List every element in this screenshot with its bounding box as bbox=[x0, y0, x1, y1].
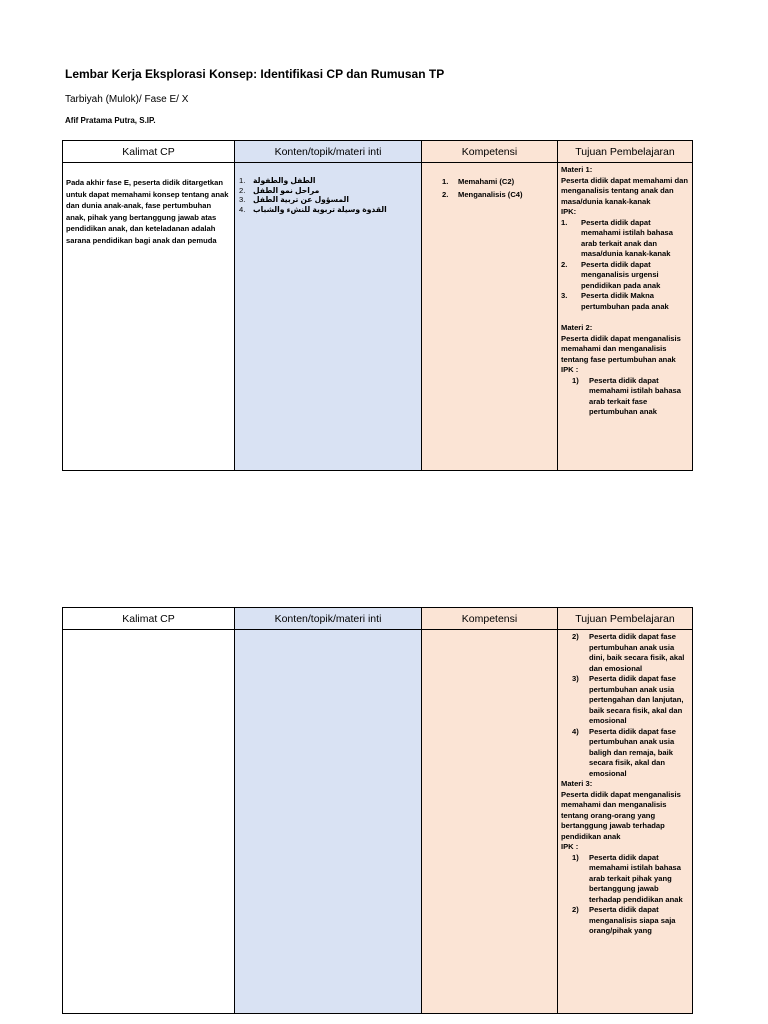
ipk-2-label: IPK : bbox=[561, 365, 579, 374]
table-row bbox=[63, 630, 693, 1014]
materi-3-heading: Materi 3: bbox=[561, 779, 593, 788]
kalimat-cp-text: Pada akhir fase E, peserta didik ditargetkan untuk dapat memahami konsep tentang anak dan dunia anak-anak, fase pertumbuhan anak, pihak yang bertanggung jawab atas pendidikan anak, dan keteladanan adalah sarana pendidikan bagi anak dan pemuda bbox=[66, 178, 229, 245]
list-item bbox=[561, 853, 689, 906]
list-item bbox=[239, 186, 417, 196]
item-text: Peserta didik dapat fase pertumbuhan anak usia dini, baik secara fisik, akal dan emosional bbox=[589, 632, 685, 673]
col-header-tujuan: Tujuan Pembelajaran bbox=[558, 608, 693, 630]
item-number: 1. bbox=[561, 217, 568, 227]
tujuan-cell bbox=[558, 630, 693, 1014]
materi-1-text: Peserta didik dapat memahami dan menganalisis tentang anak dan masa/dunia kanak-kanak bbox=[561, 175, 689, 206]
col-header-tujuan: Tujuan Pembelajaran bbox=[558, 141, 693, 163]
kompetensi-cell bbox=[422, 630, 558, 1014]
spacer bbox=[561, 312, 689, 323]
konten-list bbox=[235, 163, 421, 214]
list-item bbox=[561, 291, 689, 312]
materi-1-heading: Materi 1: bbox=[561, 165, 593, 174]
list-item bbox=[442, 176, 553, 189]
item-number: 1. bbox=[239, 176, 246, 185]
item-text: Peserta didik dapat fase pertumbuhan anak usia pertengahan dan lanjutan, baik secara fisik, akal dan emosional bbox=[589, 674, 684, 725]
col-header-konten: Konten/topik/materi inti bbox=[235, 141, 422, 163]
materi-2-text: Peserta didik dapat menganalisis memahami dan menganalisis tentang fase pertumbuhan anak bbox=[561, 333, 681, 364]
item-number: 2. bbox=[239, 185, 246, 195]
list-item bbox=[561, 218, 689, 260]
item-text: Peserta didik dapat menganalisis urgensi pendidikan pada anak bbox=[581, 259, 661, 290]
item-text: الطفل والطفولة bbox=[253, 176, 316, 185]
list-item bbox=[442, 189, 553, 202]
kalimat-cp-cell bbox=[63, 163, 235, 471]
list-item bbox=[561, 905, 689, 937]
kompetensi-cell bbox=[422, 163, 558, 471]
item-number: 1. bbox=[442, 177, 449, 186]
item-text: Peserta didik dapat memahami istilah bahasa arab terkait pihak yang bertanggung jawab terhadap pendidikan anak bbox=[589, 852, 683, 904]
cp-table-1 bbox=[62, 140, 693, 471]
item-number: 2. bbox=[561, 259, 568, 269]
item-number: 4) bbox=[572, 726, 579, 736]
item-text: Peserta didik dapat memahami istilah bahasa arab terkait fase pertumbuhan anak bbox=[589, 375, 682, 416]
item-text: Peserta didik dapat menganalisis siapa saja orang/pihak yang bbox=[589, 905, 676, 935]
item-number: 2) bbox=[572, 905, 579, 914]
item-number: 2. bbox=[442, 189, 449, 199]
item-text: مراحل نمو الطفل bbox=[253, 185, 320, 195]
item-text: Menganalisis (C4) bbox=[458, 189, 523, 199]
materi-3-text: Peserta didik dapat menganalisis memahami dan menganalisis tentang orang-orang yang bertanggung jawab terhadap pendidikan anak bbox=[561, 789, 681, 841]
kalimat-cp-cell bbox=[63, 630, 235, 1014]
kompetensi-list bbox=[422, 163, 557, 201]
item-number: 1) bbox=[572, 852, 579, 862]
item-number: 1) bbox=[572, 375, 579, 385]
materi-2-heading: Materi 2: bbox=[561, 323, 593, 332]
table-header-row bbox=[63, 608, 693, 630]
list-item bbox=[239, 205, 417, 215]
col-header-konten: Konten/topik/materi inti bbox=[235, 608, 422, 630]
item-number: 3. bbox=[561, 291, 568, 300]
list-item bbox=[239, 176, 417, 186]
konten-cell bbox=[235, 163, 422, 471]
list-item bbox=[561, 674, 689, 727]
item-number: 3) bbox=[572, 674, 579, 683]
item-text: Peserta didik dapat memahami istilah bahasa arab terkait anak dan masa/dunia kanak-kanak bbox=[581, 217, 674, 258]
item-number: 4. bbox=[239, 204, 246, 214]
list-item bbox=[239, 195, 417, 205]
document-title: Lembar Kerja Eksplorasi Konsep: Identifikasi CP dan Rumusan TP bbox=[65, 67, 445, 81]
item-number: 3. bbox=[239, 195, 246, 204]
tujuan-content bbox=[558, 630, 692, 1012]
author-name: Afif Pratama Putra, S.IP. bbox=[65, 116, 156, 125]
col-header-kompetensi: Kompetensi bbox=[422, 141, 558, 163]
cp-table-2 bbox=[62, 607, 693, 1014]
list-item bbox=[561, 376, 689, 418]
document-subtitle: Tarbiyah (Mulok)/ Fase E/ X bbox=[65, 94, 189, 105]
item-text: Peserta didik Makna pertumbuhan pada anak bbox=[581, 291, 669, 311]
item-text: القدوة وسيلة تربوية للنشء والشباب bbox=[253, 204, 387, 214]
list-item bbox=[561, 727, 689, 780]
col-header-kalimat-cp: Kalimat CP bbox=[63, 141, 235, 163]
ipk-1-label: IPK: bbox=[561, 207, 577, 216]
list-item bbox=[561, 632, 689, 674]
item-number: 2) bbox=[572, 632, 579, 641]
item-text: Peserta didik dapat fase pertumbuhan anak usia baligh dan remaja, baik secara fisik, akal dan emosional bbox=[589, 726, 676, 778]
list-item bbox=[561, 260, 689, 292]
konten-cell bbox=[235, 630, 422, 1014]
table-header-row bbox=[63, 141, 693, 163]
item-text: المسؤول عن تربية الطفل bbox=[253, 195, 349, 204]
item-text: Memahami (C2) bbox=[458, 177, 515, 186]
tujuan-content bbox=[558, 163, 692, 418]
col-header-kalimat-cp: Kalimat CP bbox=[63, 608, 235, 630]
tujuan-cell bbox=[558, 163, 693, 471]
ipk-3-label: IPK : bbox=[561, 842, 579, 851]
col-header-kompetensi: Kompetensi bbox=[422, 608, 558, 630]
table-row bbox=[63, 163, 693, 471]
